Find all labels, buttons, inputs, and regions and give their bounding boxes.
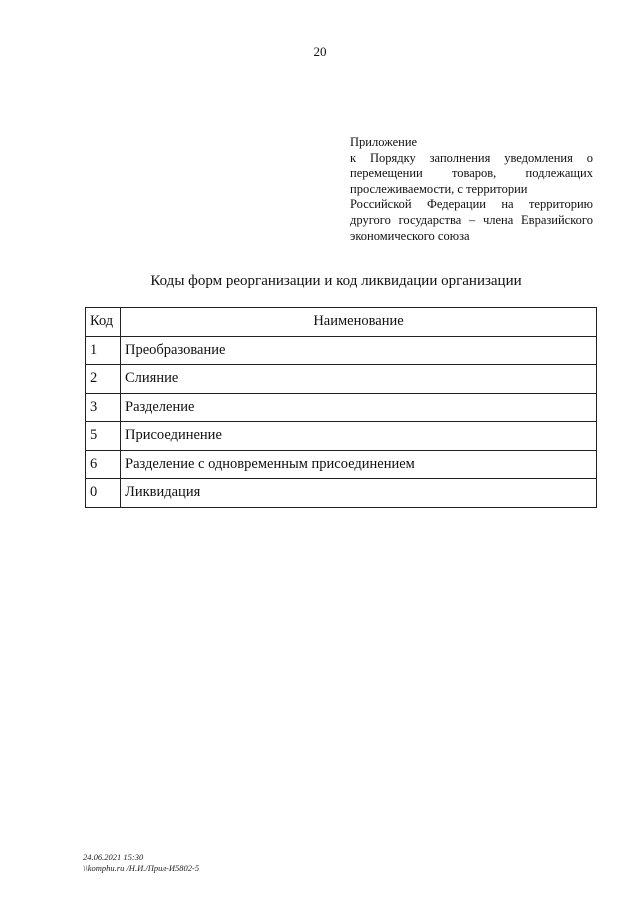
header-name: Наименование bbox=[121, 308, 597, 337]
appendix-block bbox=[350, 135, 593, 244]
row-code: 0 bbox=[86, 479, 121, 508]
table-row bbox=[86, 450, 597, 479]
codes-table bbox=[85, 307, 597, 508]
row-name: Разделение с одновременным присоединением bbox=[121, 450, 597, 479]
row-name: Ликвидация bbox=[121, 479, 597, 508]
row-code: 5 bbox=[86, 422, 121, 451]
footer bbox=[83, 852, 199, 874]
row-name: Разделение bbox=[121, 393, 597, 422]
row-code: 2 bbox=[86, 365, 121, 394]
row-name: Слияние bbox=[121, 365, 597, 394]
table-row bbox=[86, 336, 597, 365]
appendix-line: к Порядку заполнения уведомления о bbox=[350, 150, 593, 165]
appendix-heading: Приложение bbox=[350, 135, 418, 149]
row-code: 3 bbox=[86, 393, 121, 422]
footer-date: 24.06.2021 15:30 bbox=[83, 852, 144, 862]
row-code: 1 bbox=[86, 336, 121, 365]
row-name: Преобразование bbox=[121, 336, 597, 365]
footer-ref: \\komphu.ru /Н.И./Прил-И5802-5 bbox=[83, 863, 200, 873]
appendix-line: перемещении товаров, подлежащих bbox=[350, 166, 593, 181]
table-row bbox=[86, 365, 597, 394]
document-title: Коды форм реорганизации и код ликвидации организации bbox=[150, 273, 522, 289]
row-code: 6 bbox=[86, 450, 121, 479]
appendix-line: другого государства – члена Евразийского bbox=[350, 212, 593, 227]
table-header-row bbox=[86, 308, 597, 337]
appendix-line: Российской Федерации на территорию bbox=[350, 197, 593, 212]
row-name: Присоединение bbox=[121, 422, 597, 451]
header-code: Код bbox=[86, 308, 121, 337]
appendix-line: экономического союза bbox=[350, 228, 470, 243]
page-number: 20 bbox=[313, 44, 327, 59]
table-row bbox=[86, 393, 597, 422]
table-row bbox=[86, 479, 597, 508]
appendix-line: прослеживаемости, с территории bbox=[350, 181, 528, 196]
table-row bbox=[86, 422, 597, 451]
